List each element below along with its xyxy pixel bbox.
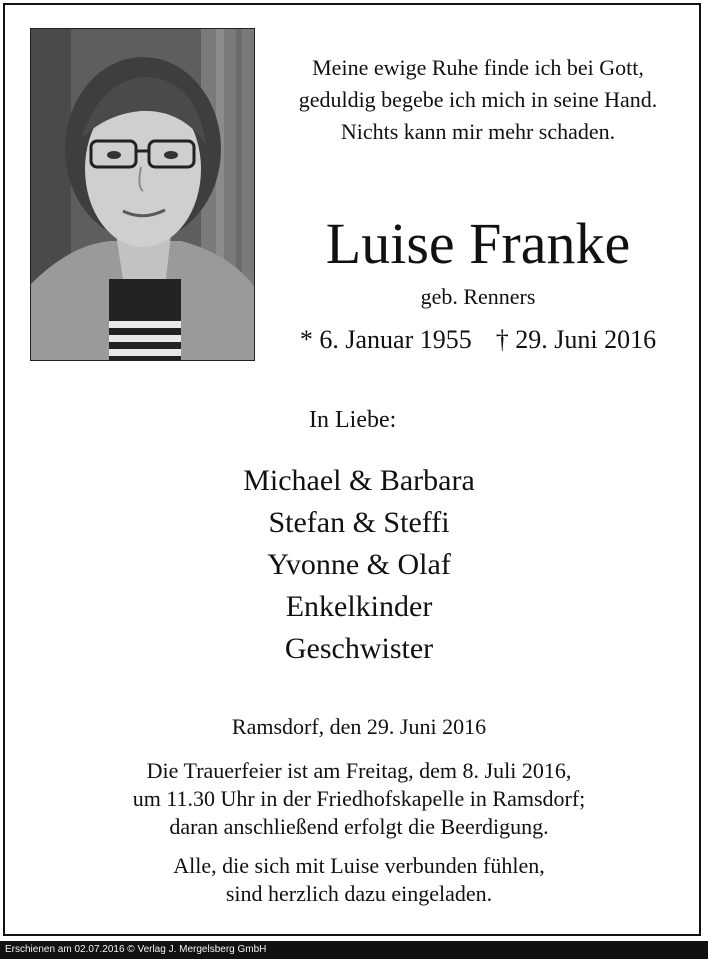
mourner-name: Michael & Barbara [243, 464, 475, 497]
ceremony-line: daran anschließend erfolgt die Beerdigung. [169, 814, 549, 839]
portrait-photo [30, 28, 255, 361]
mourner-name: Enkelkinder [285, 590, 433, 623]
verse-line: Meine ewige Ruhe finde ich bei Gott, [312, 55, 644, 80]
invitation-line: sind herzlich dazu eingeladen. [225, 881, 493, 906]
maiden-name: geb. Renners [420, 284, 536, 309]
place-date: Ramsdorf, den 29. Juni 2016 [231, 714, 487, 739]
verse-line: Nichts kann mir mehr schaden. [340, 119, 616, 144]
ceremony-line: um 11.30 Uhr in der Friedhofskapelle in Ramsdorf; [132, 786, 586, 811]
ceremony-details [9, 757, 708, 841]
invitation-line: Alle, die sich mit Luise verbunden fühlen, [173, 853, 545, 878]
obituary-notice [3, 3, 701, 936]
deceased-name: Luise Franke [325, 211, 631, 276]
mourner-name: Yvonne & Olaf [267, 548, 451, 581]
mourners-list [9, 460, 708, 670]
mourner-name: Stefan & Steffi [268, 506, 450, 539]
birth-date: * 6. Januar 1955 [299, 325, 472, 354]
invitation [9, 852, 708, 908]
life-dates [263, 323, 693, 357]
verse [263, 52, 693, 148]
ceremony-line: Die Trauerfeier ist am Freitag, dem 8. Juli 2016, [146, 758, 572, 783]
mourners-intro: In Liebe: [309, 407, 397, 433]
verse-line: geduldig begebe ich mich in seine Hand. [298, 87, 658, 112]
death-date: † 29. Juni 2016 [495, 325, 657, 354]
mourner-name: Geschwister [284, 632, 434, 665]
publication-footer: Erschienen am 02.07.2016 © Verlag J. Mergelsberg GmbH [0, 941, 708, 959]
